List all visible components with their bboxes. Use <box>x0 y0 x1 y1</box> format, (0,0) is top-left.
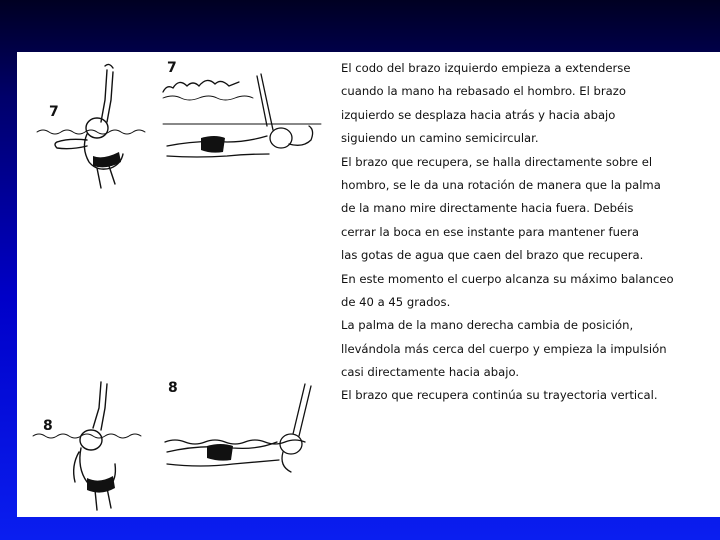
figure-label-7-front: 7 <box>49 104 59 120</box>
text-line: En este momento el cuerpo alcanza su máximo balanceo <box>341 271 674 286</box>
figure-label-8-side: 8 <box>168 380 178 396</box>
swimmer-front-view-8-illustration <box>31 378 156 513</box>
swimmer-front-view-7-illustration <box>35 60 155 195</box>
text-line: siguiendo un camino semicircular. <box>341 131 539 146</box>
text-line: de 40 a 45 grados. <box>341 294 451 309</box>
description-text <box>341 57 717 408</box>
text-line: hombro, se le da una rotación de manera que la palma <box>341 177 661 192</box>
figure-label-7-side: 7 <box>167 60 177 76</box>
text-line: cuando la mano ha rebasado el hombro. El brazo <box>341 84 626 99</box>
text-line: El brazo que recupera, se halla directamente sobre el <box>341 154 653 169</box>
text-line: El brazo que recupera continúa su trayectoria vertical. <box>341 388 658 403</box>
slide-content <box>17 52 720 517</box>
text-line: cerrar la boca en ese instante para mantener fuera <box>341 224 639 239</box>
text-line: de la mano mire directamente hacia fuera. Debéis <box>341 201 634 216</box>
text-line: El codo del brazo izquierdo empieza a extenderse <box>341 61 631 75</box>
text-line: La palma de la mano derecha cambia de posición, <box>341 318 634 333</box>
text-line: llevándola más cerca del cuerpo y empieza la impulsión <box>341 341 667 356</box>
figure-label-8-front: 8 <box>43 418 53 434</box>
swimmer-side-view-7-illustration <box>161 64 331 169</box>
text-line: izquierdo se desplaza hacia atrás y hacia abajo <box>341 107 616 122</box>
text-line: las gotas de agua que caen del brazo que recupera. <box>341 248 644 263</box>
text-line: casi directamente hacia abajo. <box>341 365 520 380</box>
swimmer-side-view-8-illustration <box>163 378 333 478</box>
